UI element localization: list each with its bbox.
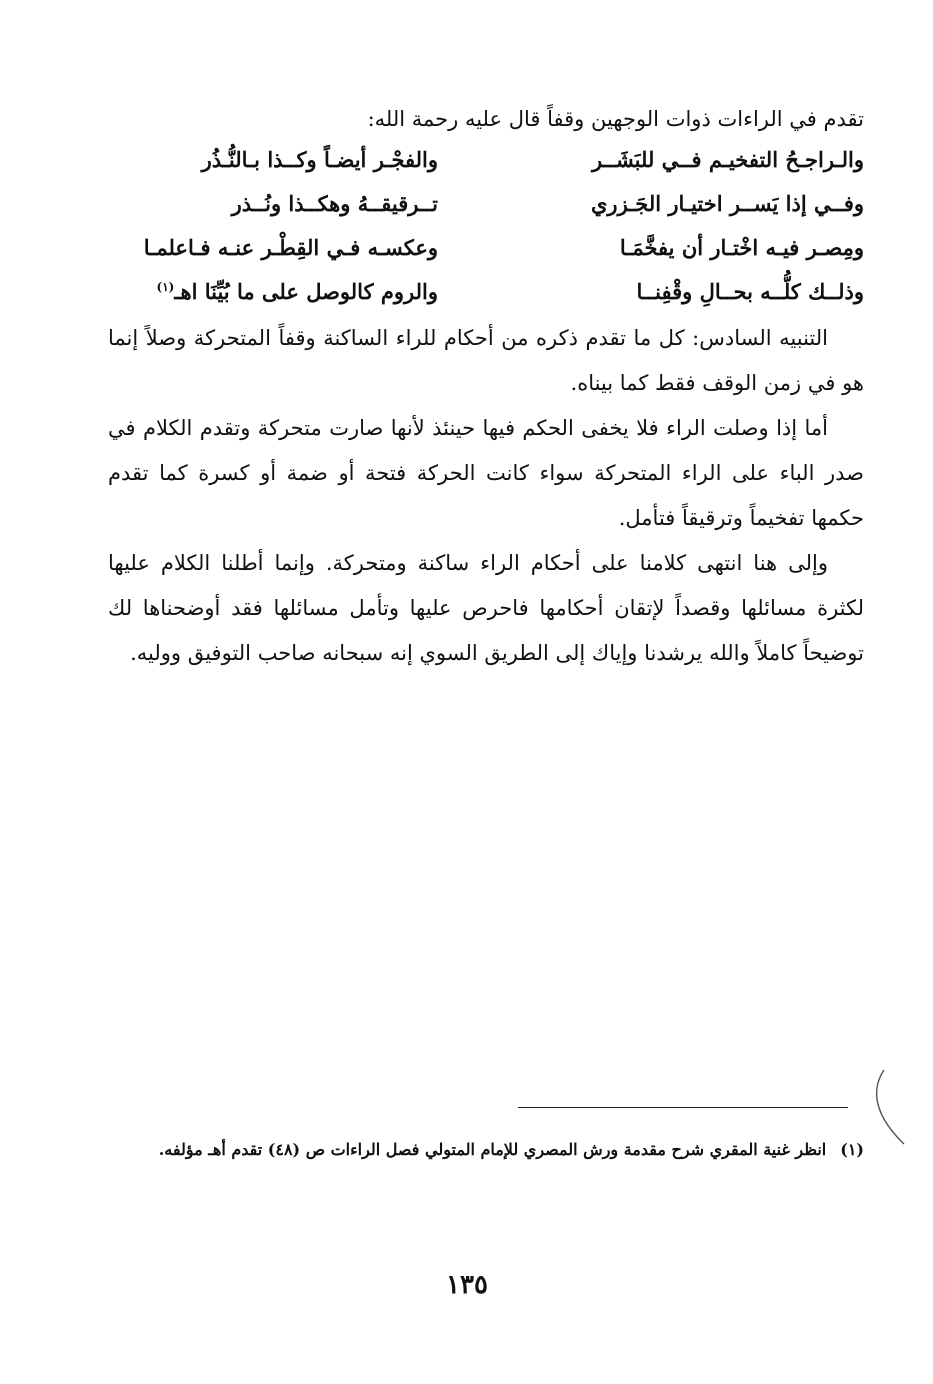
paragraph-connected-ra: أما إذا وصلت الراء فلا يخفى الحكم فيها حينئذ لأنها صارت متحركة وتقدم الكلام في صدر الباء على الراء المتحركة سواء كانت الحركة فتحة أو ضمة أو كسرة كما تقدم حكمها تفخيماً وترقيقاً فتأمل. (108, 416, 864, 530)
footnote-number: (١) (840, 1140, 864, 1159)
footnote (108, 1133, 864, 1167)
intro-line: تقدم في الراءات ذوات الوجهين وقفاً قال عليه رحمة الله: (367, 107, 864, 131)
poem-verse (108, 226, 864, 270)
verse-first-half: ومِصـر فيـه اخْتـار أن يفخَّمَـا (619, 235, 864, 260)
paragraph-conclusion: وإلى هنا انتهى كلامنا على أحكام الراء ساكنة ومتحركة. وإنما أطلنا الكلام عليها لكثرة مسائلها وقصداً لإتقان أحكامها فاحرص عليها وتأمل مسائلها فقد أوضحناها لك توضيحاً كاملاً والله يرشدنا وإياك إلى الطريق السوي إنه سبحانه صاحب التوفيق ووليه. (108, 551, 864, 665)
page-number: ١٣٥ (446, 1270, 488, 1300)
paragraph-sixth-note: التنبيه السادس: كل ما تقدم ذكره من أحكام للراء الساكنة وقفاً المتحركة وصلاً إنما هو في زمن الوقف فقط كما بيناه. (108, 326, 864, 395)
verse-second-half-text: والروم كالوصل على ما بُيِّنَا اهـ (174, 279, 438, 304)
poem-block (108, 138, 864, 314)
verse-second-half: والفجْـر أيضـاً وكــذا بـالنُّـذُر (201, 147, 438, 172)
footnote-divider (518, 1107, 848, 1108)
poem-verse (108, 182, 864, 226)
poem-verse (108, 138, 864, 182)
verse-first-half: والـراجـحُ التفخيـم فــي للبَشَــر (592, 147, 864, 172)
verse-second-half: وعكسـه فـي القِطْـر عنـه فـاعلمـا (143, 235, 438, 260)
footnote-text: انظر غنية المقري شرح مقدمة ورش المصري للإمام المتولي فصل الراءات ص (٤٨) تقدم أهـ مؤلفه. (158, 1140, 827, 1159)
verse-first-half: وذلــك كلُّــه بحــالِ وقْفِنــا (636, 279, 864, 304)
margin-scan-mark (870, 1068, 910, 1148)
poem-verse (108, 270, 864, 314)
verse-first-half: وفــي إذا يَســر اختيـار الجَـزري (590, 191, 864, 216)
footnote-marker: (١) (156, 280, 175, 294)
main-text-block (108, 100, 864, 676)
verse-second-half-with-note (108, 270, 438, 314)
verse-second-half: تــرقيقــهُ وهكــذا ونُــذر (231, 191, 438, 216)
